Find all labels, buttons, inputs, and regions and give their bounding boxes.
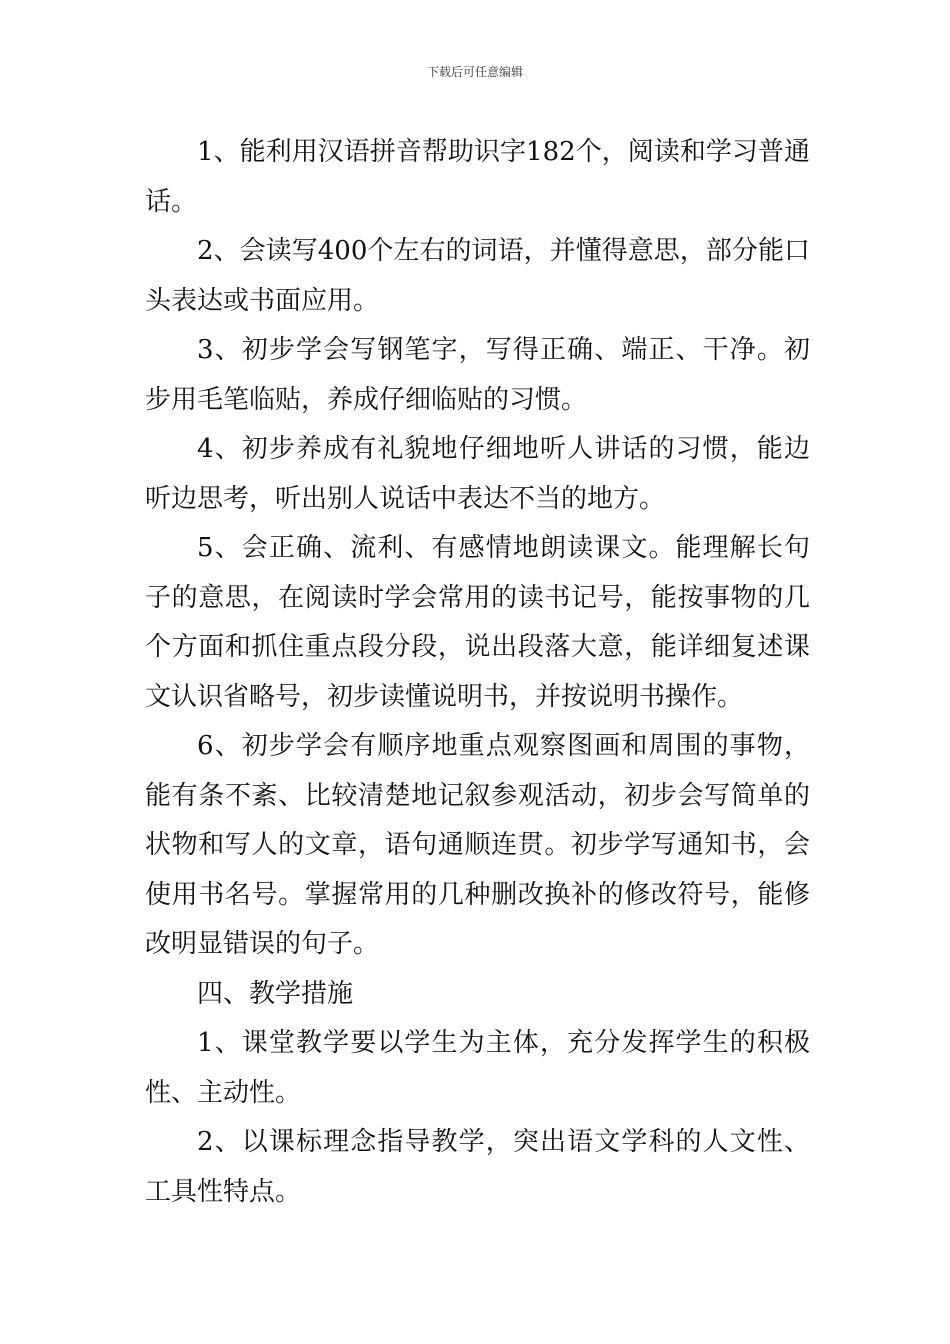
paragraph-goal-6: 6、初步学会有顺序地重点观察图画和周围的事物，能有条不紊、比较清楚地记叙参观活动，初步会写简单的状物和写人的文章，语句通顺连贯。初步学写通知书，会使用书名号。掌握常用的几种删改换补的修改符号，能修改明显错误的句子。 (145, 731, 810, 959)
section-heading-teaching-measures: 四、教学措施 (197, 978, 354, 1009)
paragraph-measure-1: 1、课堂教学要以学生为主体，充分发挥学生的积极性、主动性。 (145, 1028, 810, 1108)
paragraph-goal-3: 3、初步学会写钢笔字，写得正确、端正、干净。初步用毛笔临贴，养成仔细临贴的习惯。 (145, 335, 810, 415)
paragraph-goal-4: 4、初步养成有礼貌地仔细地听人讲话的习惯，能边听边思考，听出别人说话中表达不当的地方。 (145, 434, 810, 514)
page-header: 下载后可任意编辑 (426, 65, 523, 79)
document-body (145, 128, 810, 1217)
paragraph-goal-1: 1、能利用汉语拼音帮助识字182个，阅读和学习普通话。 (145, 137, 810, 217)
paragraph-measure-2: 2、以课标理念指导教学，突出语文学科的人文性、工具性特点。 (145, 1127, 810, 1207)
paragraph-goal-5: 5、会正确、流利、有感情地朗读课文。能理解长句子的意思，在阅读时学会常用的读书记号，能按事物的几个方面和抓住重点段分段，说出段落大意，能详细复述课文认识省略号，初步读懂说明书，并按说明书操作。 (145, 533, 810, 712)
paragraph-goal-2: 2、会读写400个左右的词语，并懂得意思，部分能口头表达或书面应用。 (145, 236, 810, 316)
